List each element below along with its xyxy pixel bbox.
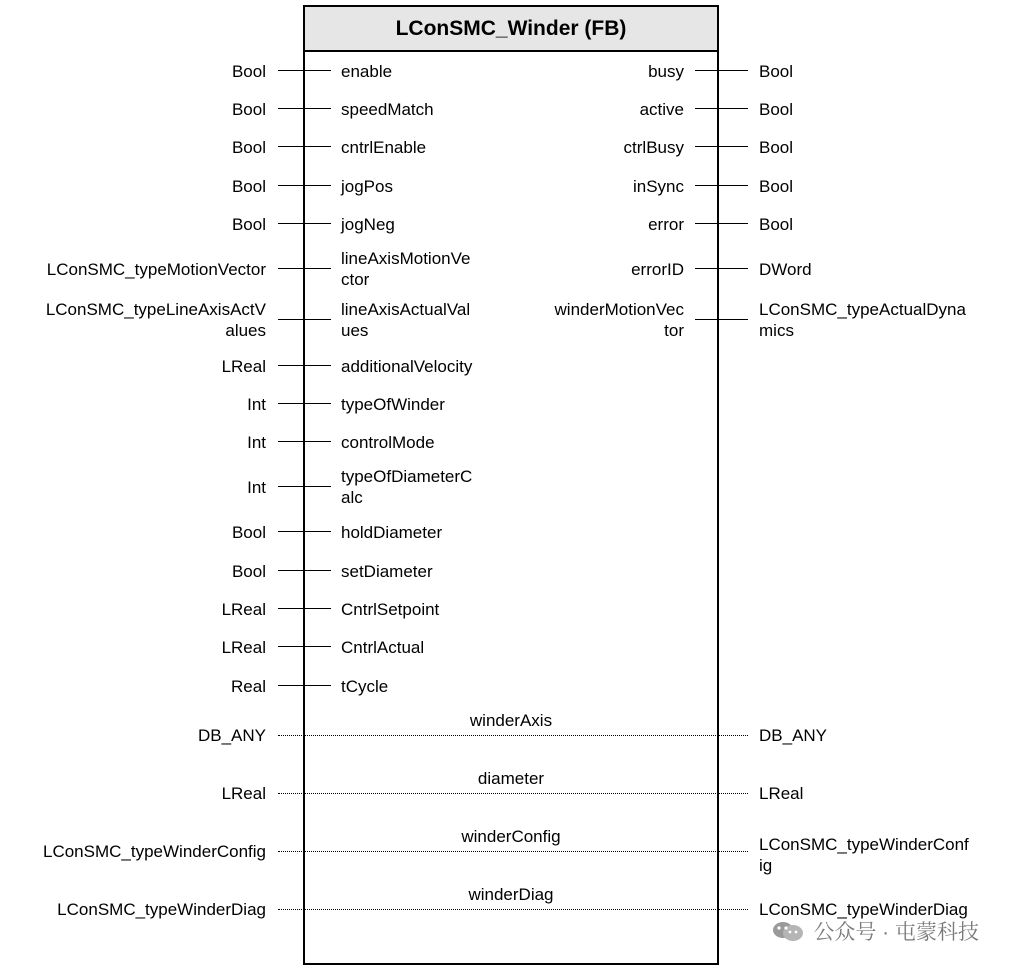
output-pin-wire (695, 108, 748, 109)
input-pin-wire (278, 185, 331, 186)
input-pin-label: CntrlSetpoint (341, 599, 440, 619)
input-pin-wire (278, 570, 331, 571)
input-pin-label: setDiameter (341, 561, 433, 581)
output-pin-label: errorID (631, 259, 684, 279)
input-pin-label: speedMatch (341, 99, 434, 119)
input-pin-wire (278, 403, 331, 404)
inout-pin-wire (278, 909, 748, 910)
watermark (771, 916, 979, 946)
input-type-label: LReal (221, 356, 266, 376)
output-pin-wire (695, 70, 748, 71)
output-type-label: Bool (759, 61, 794, 81)
output-type-label: DWord (759, 259, 812, 279)
input-type-label: LConSMC_typeLineAxisActV alues (45, 300, 266, 340)
inout-pin-label: winderConfig (461, 827, 561, 846)
inout-pin-wire (278, 735, 748, 736)
input-pin-label: jogPos (341, 176, 393, 196)
inout-pin-wire (278, 793, 748, 794)
input-pin-wire (278, 608, 331, 609)
input-pin-wire (278, 223, 331, 224)
inout-type-in-label: LReal (221, 784, 266, 803)
input-pin-label: cntrlEnable (341, 137, 427, 157)
input-type-label: Bool (231, 176, 266, 196)
output-pin-wire (695, 223, 748, 224)
output-pin-label: winderMotionVec tor (554, 300, 684, 340)
output-pin-label: inSync (632, 176, 684, 196)
input-type-label: Int (247, 432, 266, 452)
wechat-icon (771, 920, 805, 942)
input-pin-label: jogNeg (341, 214, 395, 234)
output-type-label: Bool (759, 99, 794, 119)
input-pin-wire (278, 70, 331, 71)
output-type-label: Bool (759, 137, 794, 157)
output-type-label: Bool (759, 214, 794, 234)
inout-pin-label: winderDiag (468, 885, 554, 904)
output-pin-label: ctrlBusy (623, 137, 684, 157)
input-pin-wire (278, 146, 331, 147)
output-pin-wire (695, 319, 748, 320)
inout-type-in-label: LConSMC_typeWinderConfig (43, 842, 266, 861)
watermark-text: 公众号 · 屯蒙科技 (813, 921, 979, 944)
output-pin-label: active (639, 99, 684, 119)
input-pin-wire (278, 365, 331, 366)
output-type-label: LConSMC_typeActualDyna mics (759, 300, 966, 340)
inout-type-in-label: DB_ANY (197, 726, 266, 745)
input-type-label: LReal (221, 599, 266, 619)
inout-type-out-label: DB_ANY (759, 726, 828, 745)
input-pin-label: additionalVelocity (341, 356, 473, 376)
inout-type-out-label: LReal (759, 784, 804, 803)
input-type-label: Bool (231, 561, 266, 581)
block-title: LConSMC_Winder (FB) (305, 7, 717, 52)
input-pin-label: CntrlActual (341, 637, 425, 657)
input-type-label: Bool (231, 214, 266, 234)
input-type-label: Int (247, 477, 266, 497)
output-pin-wire (695, 268, 748, 269)
input-pin-label: holdDiameter (341, 522, 443, 542)
output-pin-wire (695, 146, 748, 147)
input-pin-wire (278, 486, 331, 487)
input-type-label: LReal (221, 637, 266, 657)
input-pin-label: controlMode (341, 432, 435, 452)
input-pin-label: typeOfWinder (341, 394, 445, 414)
output-pin-label: busy (648, 61, 684, 81)
input-pin-label: lineAxisActualVal ues (341, 300, 471, 340)
input-type-label: Bool (231, 99, 266, 119)
input-type-label: Real (231, 676, 266, 696)
input-pin-wire (278, 646, 331, 647)
input-pin-label: tCycle (341, 676, 389, 696)
input-pin-label: enable (341, 61, 393, 81)
input-pin-label: lineAxisMotionVe ctor (341, 249, 471, 289)
input-pin-wire (278, 319, 331, 320)
input-pin-wire (278, 685, 331, 686)
inout-pin-label: winderAxis (469, 711, 553, 730)
inout-type-out-label: LConSMC_typeWinderDiag (759, 900, 968, 919)
input-type-label: Bool (231, 522, 266, 542)
output-type-label: Bool (759, 176, 794, 196)
input-type-label: Bool (231, 137, 266, 157)
input-type-label: Int (247, 394, 266, 414)
input-type-label: Bool (231, 61, 266, 81)
input-pin-label: typeOfDiameterC alc (341, 467, 473, 507)
inout-type-out-label: LConSMC_typeWinderConf ig (759, 835, 969, 875)
input-type-label: LConSMC_typeMotionVector (46, 259, 266, 279)
inout-pin-wire (278, 851, 748, 852)
output-pin-label: error (648, 214, 684, 234)
input-pin-wire (278, 268, 331, 269)
output-pin-wire (695, 185, 748, 186)
input-pin-wire (278, 108, 331, 109)
input-pin-wire (278, 441, 331, 442)
input-pin-wire (278, 531, 331, 532)
inout-type-in-label: LConSMC_typeWinderDiag (57, 900, 266, 919)
inout-pin-label: diameter (477, 769, 545, 788)
